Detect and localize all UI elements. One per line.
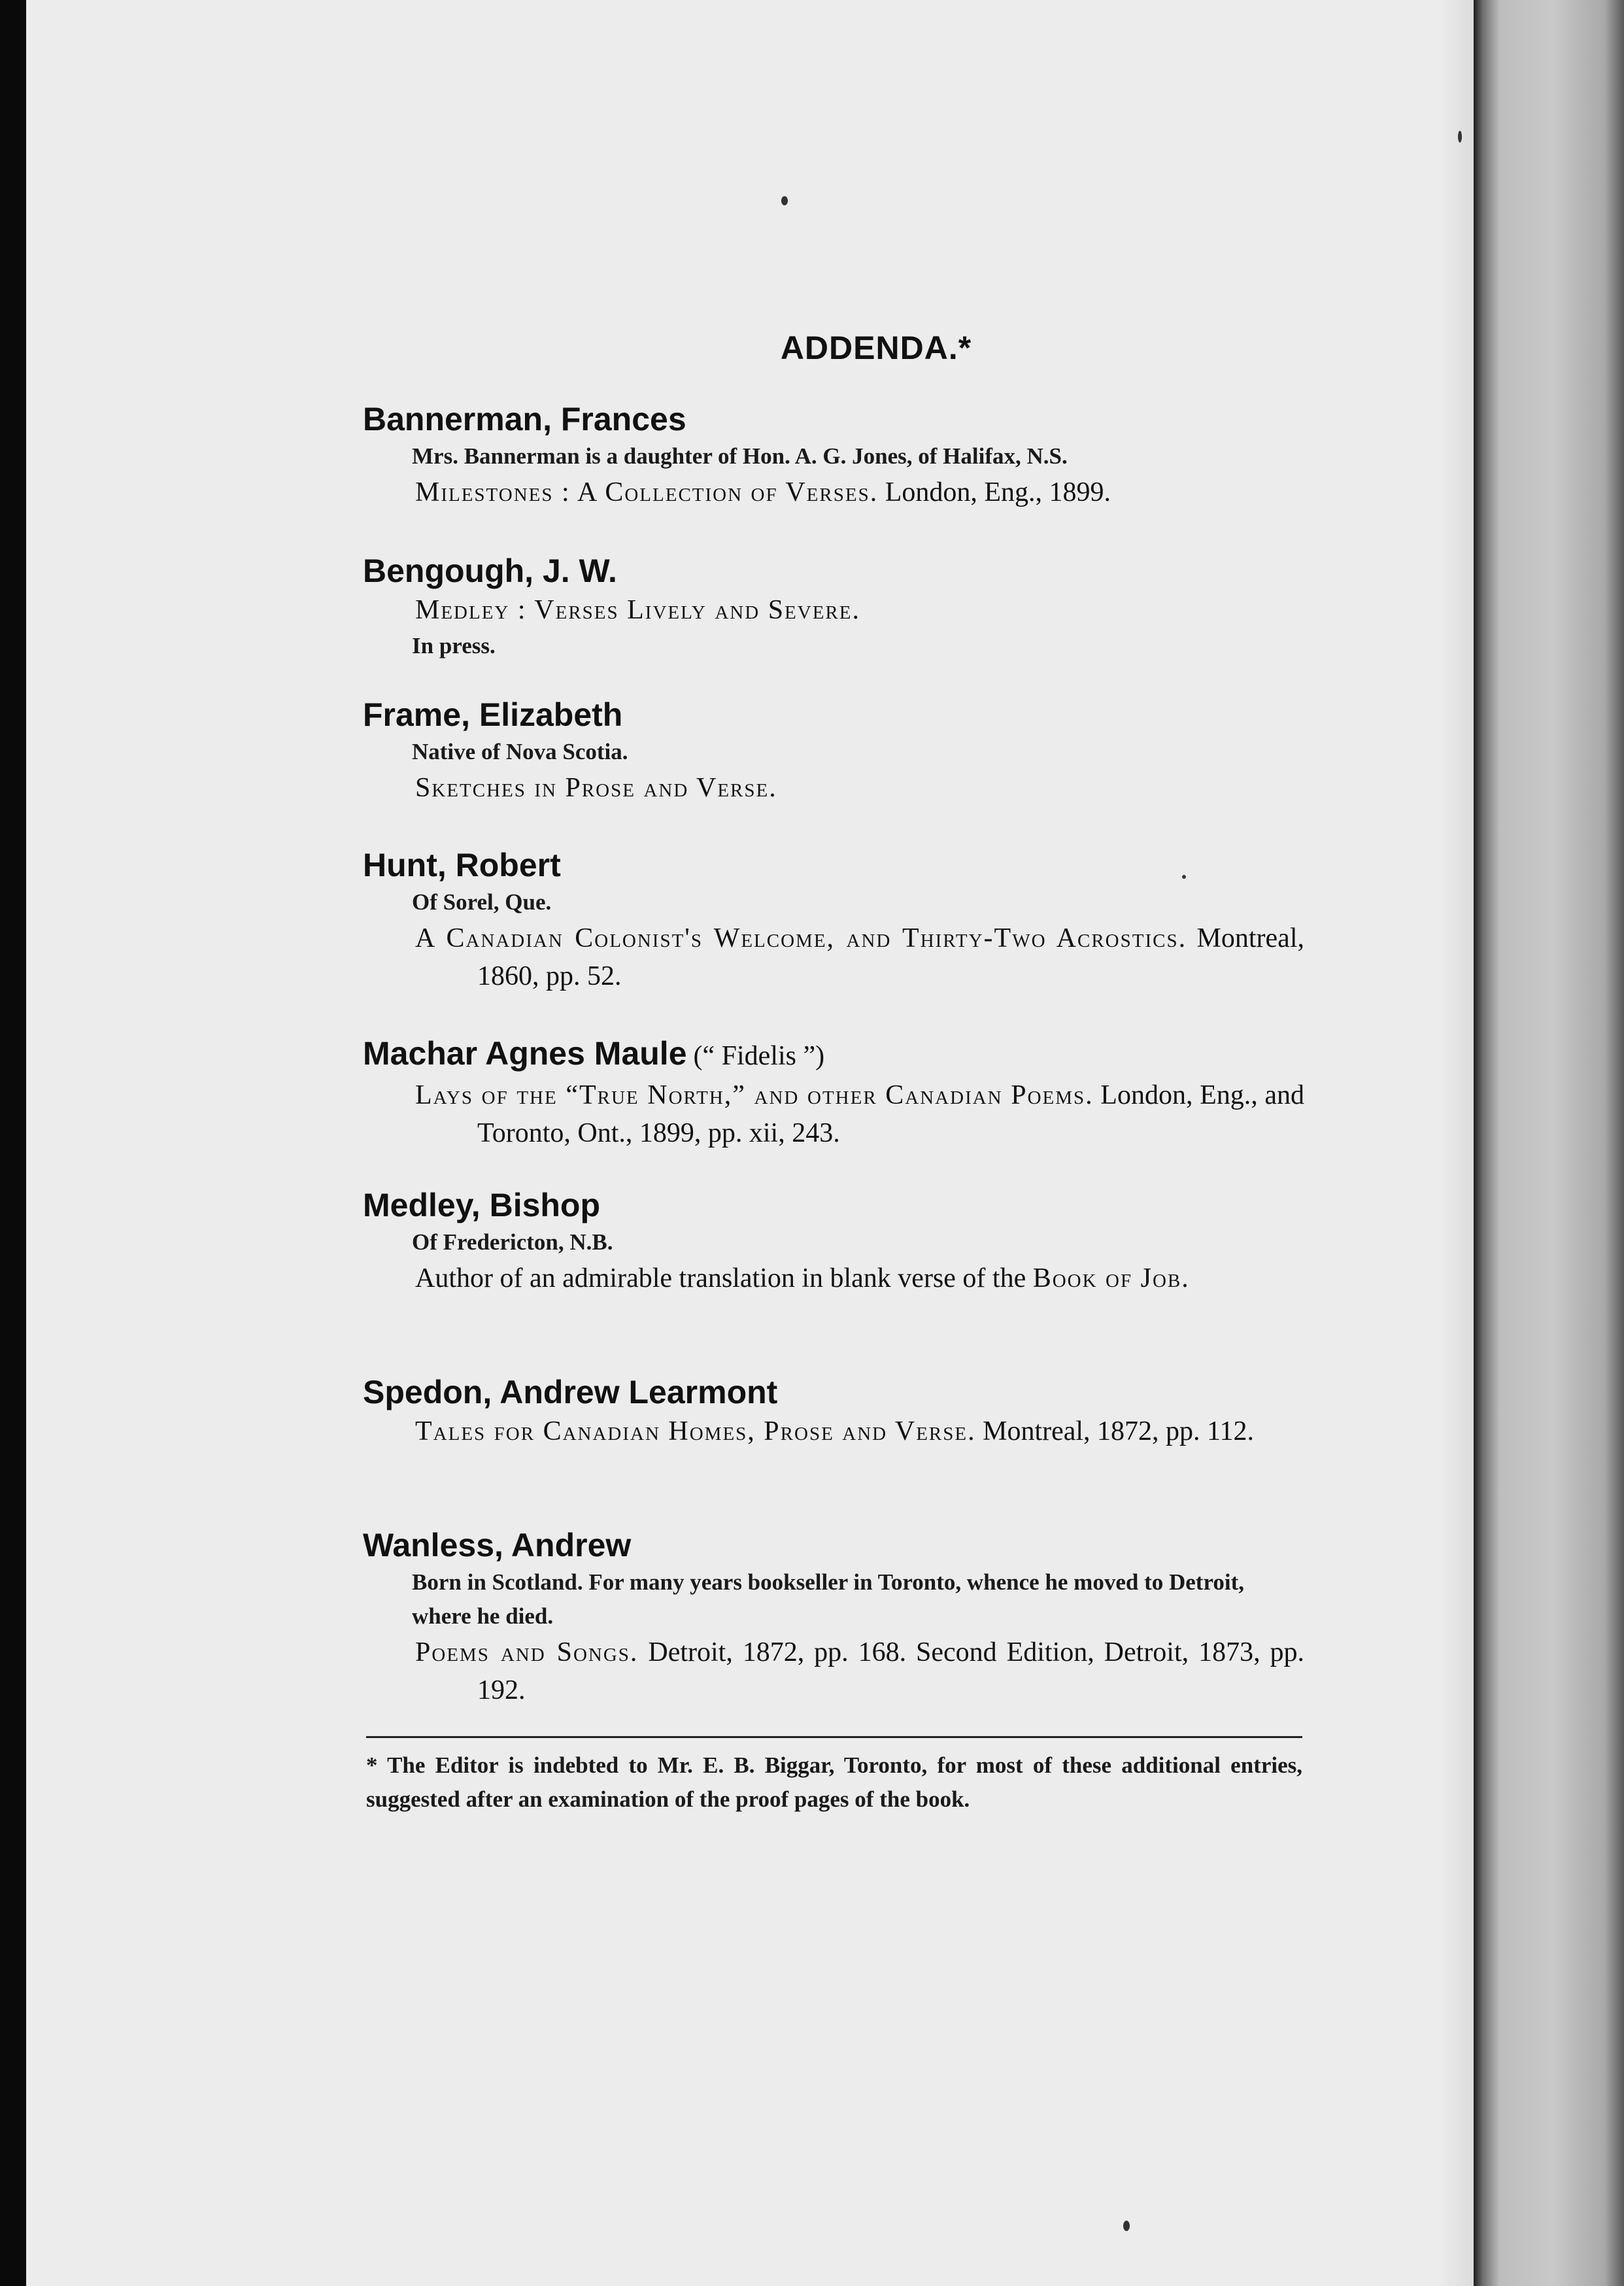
work-title: Poems and Songs. — [415, 1637, 639, 1667]
entry-note: Of Fredericton, N.B. — [412, 1229, 613, 1255]
work-details: Detroit, 1872, pp. 168. Second Edition, Detroit, 1873, pp. 192. — [477, 1637, 1304, 1705]
entry-work — [415, 1259, 1304, 1297]
entry-work — [415, 1412, 1304, 1450]
entry-name-line — [363, 1033, 1304, 1076]
entry-name: Hunt, Robert — [363, 847, 561, 883]
entry-pseudonym: (“ Fidelis ”) — [693, 1041, 825, 1071]
entry-name: Spedon, Andrew Learmont — [363, 1374, 778, 1410]
entry-note: In press. — [412, 633, 496, 658]
entry-hunt — [363, 845, 1304, 995]
entry-work — [415, 591, 1304, 629]
work-details: London, Eng., and Toronto, Ont., 1899, pp. xii, 243. — [477, 1080, 1304, 1148]
work-description: Author of an admirable translation in blank verse of the — [415, 1263, 1033, 1293]
entry-machar — [363, 1033, 1304, 1152]
footnote: * The Editor is indebted to Mr. E. B. Biggar, Toronto, for most of these additional entries, suggested after an examination of the proof pages of the book. — [366, 1752, 1302, 1812]
entry-name: Frame, Elizabeth — [363, 696, 623, 733]
entry-bengough — [363, 551, 1304, 663]
entry-note: Native of Nova Scotia. — [412, 739, 628, 764]
entry-name: Wanless, Andrew — [363, 1527, 632, 1563]
work-title: Tales for Canadian Homes, Prose and Verse. — [415, 1416, 976, 1446]
page-shadow — [1438, 0, 1478, 2286]
entry-name: Medley, Bishop — [363, 1187, 601, 1223]
speck — [1458, 131, 1462, 143]
work-details: London, Eng., 1899. — [878, 477, 1111, 507]
entry-name: Bannerman, Frances — [363, 401, 686, 437]
entry-work — [415, 473, 1304, 511]
work-details: Montreal, 1872, pp. 112. — [975, 1416, 1254, 1446]
entry-note: Mrs. Bannerman is a daughter of Hon. A. G. Jones, of Halifax, N.S. — [412, 443, 1068, 469]
entry-name: Bengough, J. W. — [363, 553, 617, 589]
work-details: Montreal, 1860, pp. 52. — [477, 923, 1304, 991]
entry-bannerman — [363, 399, 1304, 511]
work-title: Sketches in Prose and Verse. — [415, 773, 777, 803]
page-edge — [1474, 0, 1624, 2286]
work-title: Medley : Verses Lively and Severe. — [415, 595, 860, 625]
entry-work — [415, 1076, 1304, 1152]
entry-spedon — [363, 1372, 1304, 1450]
work-title: Book of Job. — [1032, 1263, 1190, 1293]
entry-work — [415, 769, 1304, 807]
speck — [781, 196, 788, 205]
footnote-rule — [366, 1736, 1302, 1738]
work-title: Milestones : A Collection of Verses. — [415, 477, 879, 507]
entry-wanless — [363, 1525, 1304, 1709]
entry-work — [415, 919, 1304, 995]
entry-frame — [363, 694, 1304, 807]
entry-name: Machar Agnes Maule — [363, 1035, 687, 1072]
speck — [1123, 2221, 1130, 2231]
page-title: ADDENDA.* — [780, 330, 972, 366]
entry-work — [415, 1633, 1304, 1709]
entry-medley — [363, 1185, 1304, 1297]
entry-note: Born in Scotland. For many years bookseller in Toronto, whence he moved to Detroit, where he died. — [412, 1569, 1244, 1629]
work-title: A Canadian Colonist's Welcome, and Thirty-Two Acrostics. — [415, 923, 1187, 953]
work-title: Lays of the “True North,” and other Canadian Poems. — [415, 1080, 1094, 1110]
entry-note: Of Sorel, Que. — [412, 889, 552, 915]
